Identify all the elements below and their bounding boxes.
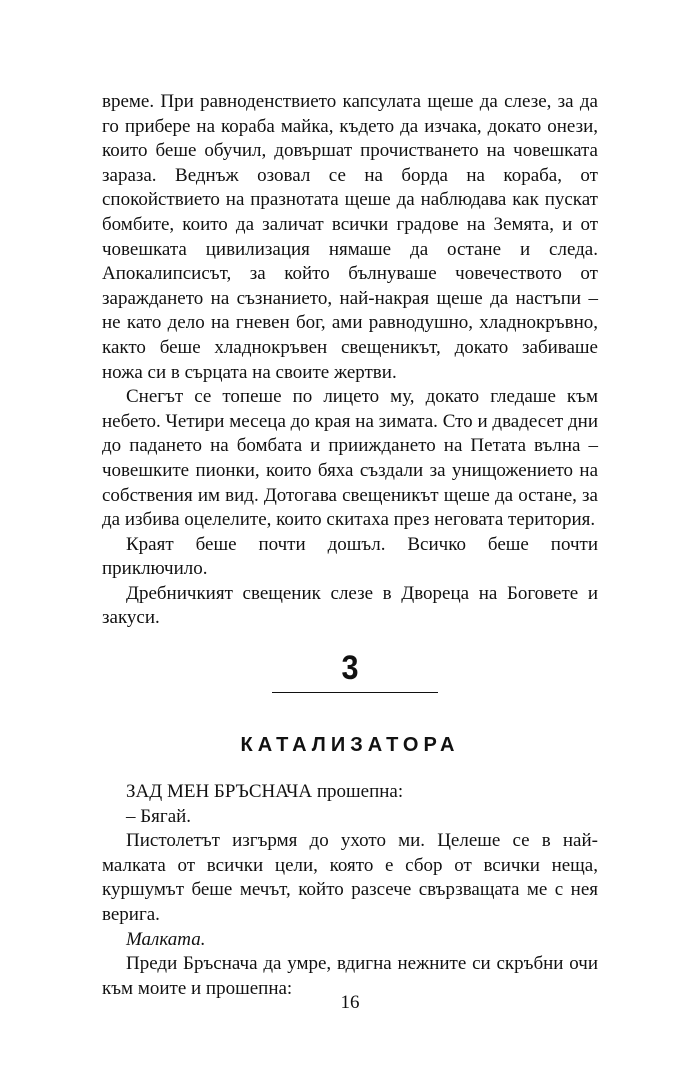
paragraph-continuation: време. При равноденствието капсулата щеше да слезе, за да го прибере на кораба майка, където да изчака, докато онези, които беше обучил, довършат прочистването на човешката зараза. Веднъж озовал се на борда на кораба, от спокойствието на празнотата щеше да наблюдава как пускат бомбите, които да заличат всички градове на Земята, и от човешката цивилизация нямаше да остане и следа. Апокалипсисът, за който бълнуваше човечеството от зараждането на съзнанието, най-накрая щеше да настъпи – не като дело на гневен бог, ами равнодушно, хладнокръвно, както беше хладнокръвен свещеникът, докато забиваше ножа си в сърцата на своите жертви. bbox=[102, 91, 598, 383]
paragraph: Снегът се топеше по лицето му, докато гледаше към небето. Четири месеца до края на зимата. Сто и двадесет дни до падането на бомбата и прииждането на Петата вълна – човешките пионки, които бяха създали за унищожението на собствения им вид. Дотогава свещеникът щеше да остане, за да избива оцелелите, които скитаха през неговата територия. bbox=[102, 386, 598, 531]
paragraph: Пистолетът изгърмя до ухото ми. Целеше се в най-малката от всички цели, която е сбор от всички неща, куршумът беше мечът, който разсече свързващата ме с нея верига. bbox=[102, 830, 598, 925]
italic-text: Малката. bbox=[126, 928, 206, 950]
paragraph: – Бягай. bbox=[126, 805, 192, 827]
text-block-bottom bbox=[102, 780, 598, 1001]
paragraph: Преди Бръснача да умре, вдигна нежните си скръбни очи към моите и прошепна: bbox=[102, 953, 598, 999]
paragraph: Краят беше почти дошъл. Всичко беше почти приключило. bbox=[102, 533, 598, 580]
paragraph: ЗАД МЕН БРЪСНАЧА прошепна: bbox=[126, 781, 404, 802]
page-number: 16 bbox=[340, 992, 360, 1013]
paragraph-italic bbox=[102, 928, 598, 953]
paragraph: Дребничкият свещеник слезе в Двореца на Боговете и закуси. bbox=[102, 582, 598, 629]
chapter-number: 3 bbox=[341, 649, 359, 687]
chapter-title: КАТАЛИЗАТОРА bbox=[240, 734, 460, 756]
text-block-top bbox=[102, 90, 598, 631]
chapter-divider bbox=[272, 692, 438, 693]
